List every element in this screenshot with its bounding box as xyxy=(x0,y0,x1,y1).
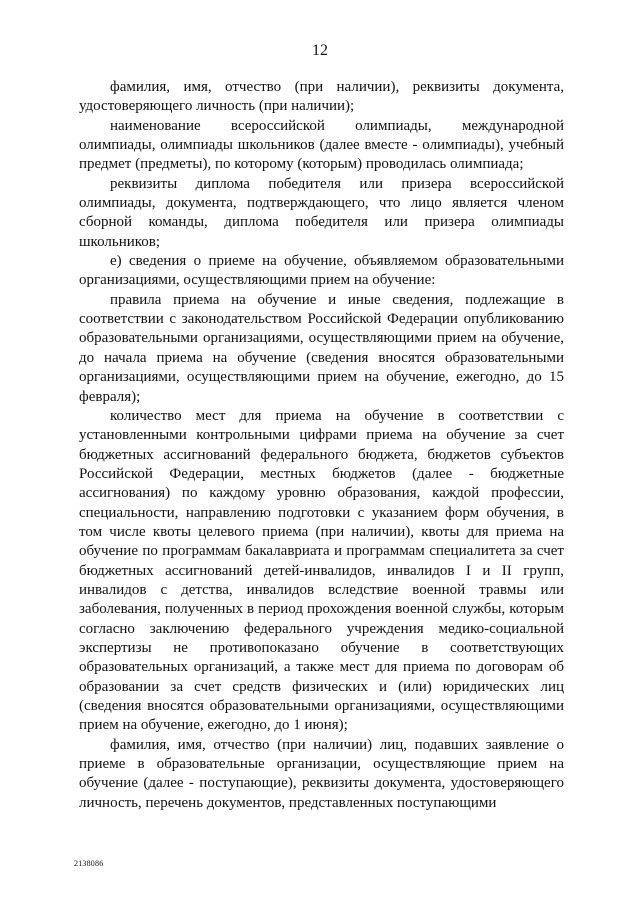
page-number: 12 xyxy=(312,42,328,59)
document-body xyxy=(79,78,564,813)
paragraph: правила приема на обучение и иные сведения, подлежащие в соответствии с законодательством Российской Федерации опубликованию образовательными организациями, осуществляющими прием на обучение, до начала приема на обучение (сведения вносятся образовательными организациями, осуществляющими прием на обучение, ежегодно, до 15 февраля); xyxy=(79,291,564,405)
paragraph: фамилия, имя, отчество (при наличии), реквизиты документа, удостоверяющего личность (при наличии); xyxy=(79,79,564,115)
document-code: 2138086 xyxy=(74,859,104,868)
paragraph: реквизиты диплома победителя или призера всероссийской олимпиады, документа, подтверждающего, что лицо является членом сборной команды, диплома победителя или призера олимпиады школьников; xyxy=(79,175,564,250)
paragraph: наименование всероссийской олимпиады, международной олимпиады, олимпиады школьников (далее вместе - олимпиады), учебный предмет (предметы), по которому (которым) проводилась олимпиада; xyxy=(79,117,564,173)
paragraph: е) сведения о приеме на обучение, объявляемом образовательными организациями, осуществляющими прием на обучение: xyxy=(79,253,564,289)
paragraph: фамилия, имя, отчество (при наличии) лиц, подавших заявление о приеме в образовательные организации, осуществляющие прием на обучение (далее - поступающие), реквизиты документа, удостоверяющего личность, перечень документов, представленных поступающими xyxy=(79,736,564,811)
paragraph: количество мест для приема на обучение в соответствии с установленными контрольными цифрами приема на обучение за счет бюджетных ассигнований федерального бюджета, бюджетов субъектов Российской Федерации, местных бюджетов (далее - бюджетные ассигнования) по каждому уровню образования, каждой профессии, специальности, направлению подготовки с указанием форм обучения, в том числе квоты целевого приема (при наличии), квоты для приема на обучение по программам бакалавриата и программам специалитета за счет бюджетных ассигнований детей-инвалидов, инвалидов I и II групп, инвалидов с детства, инвалидов вследствие военной травмы или заболевания, полученных в период прохождения военной службы, которым согласно заключению федерального учреждения медико-социальной экспертизы не противопоказано обучение в соответствующих образовательных организаций, а также мест для приема по договорам об образовании за счет средств физических и (или) юридических лиц (сведения вносятся образовательными организациями, осуществляющими прием на обучение, ежегодно, до 1 июня); xyxy=(79,407,564,734)
